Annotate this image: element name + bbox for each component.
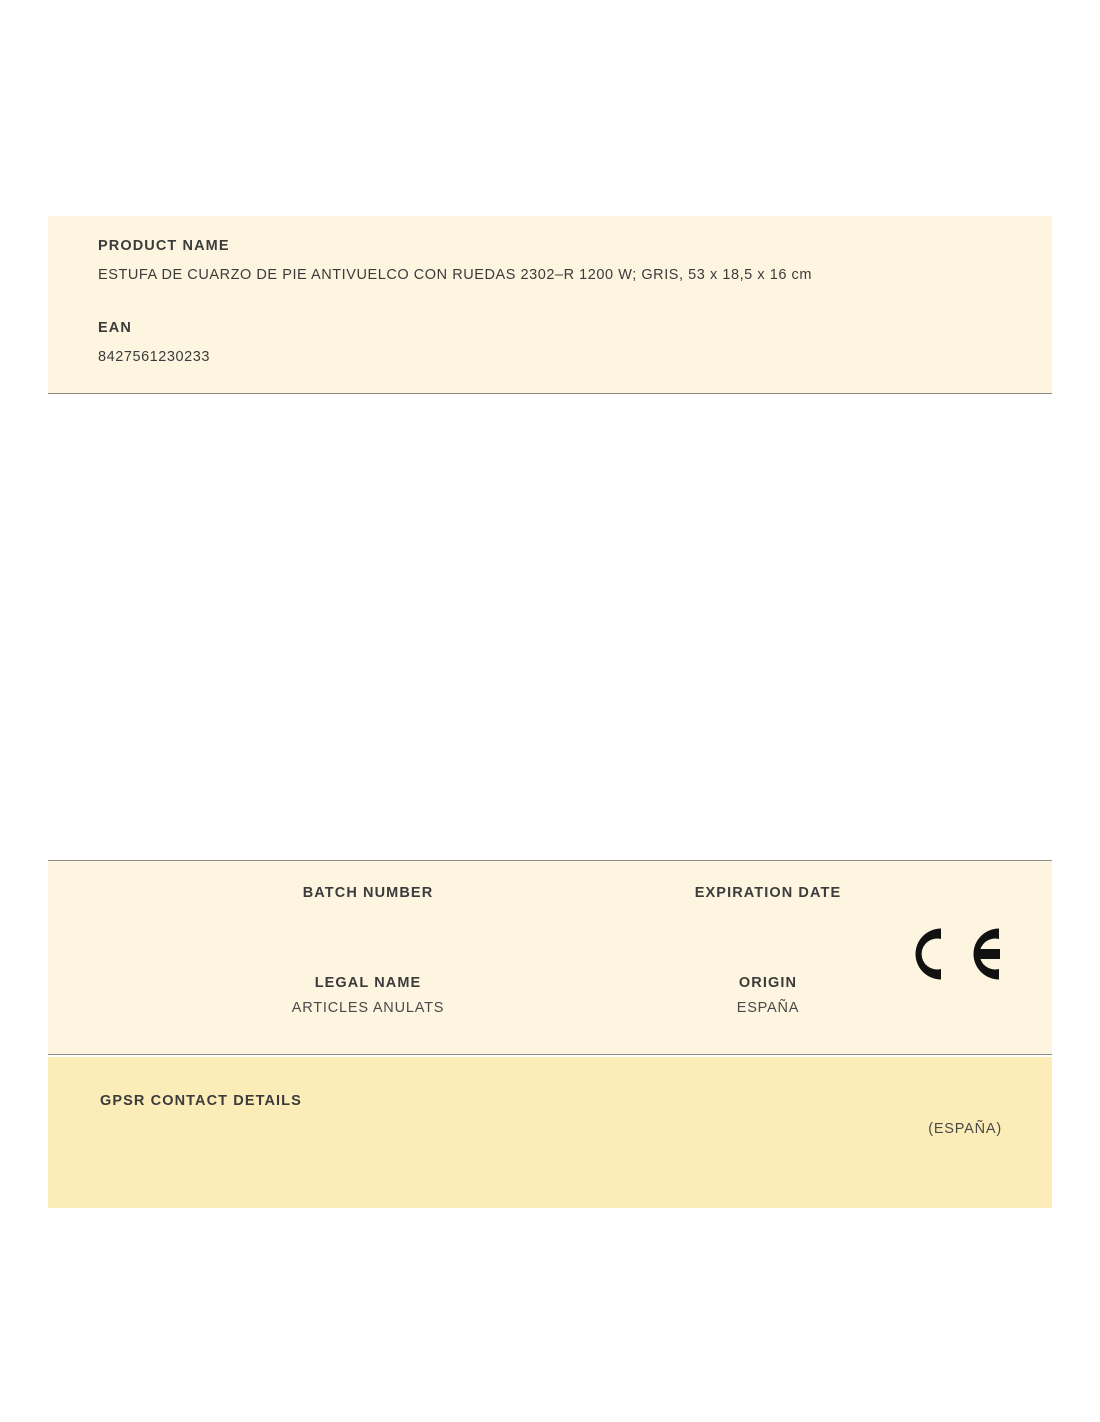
expiration-date-cell xyxy=(628,885,908,910)
batch-number-cell xyxy=(228,885,508,910)
gpsr-title: GPSR CONTACT DETAILS xyxy=(100,1093,302,1109)
product-name-value: ESTUFA DE CUARZO DE PIE ANTIVUELCO CON RUEDAS 2302–R 1200 W; GRIS, 53 x 18,5 x 16 cm xyxy=(98,267,812,283)
ce-mark-icon xyxy=(900,919,1010,989)
origin-value: ESPAÑA xyxy=(736,1000,800,1016)
gpsr-contact-block xyxy=(48,1057,1052,1208)
product-name-label: PRODUCT NAME xyxy=(98,238,230,254)
ean-value: 8427561230233 xyxy=(98,348,210,365)
gpsr-country: (ESPAÑA) xyxy=(928,1121,1002,1137)
spacer xyxy=(98,286,1002,320)
origin-cell xyxy=(628,975,908,1016)
expiration-date-label: EXPIRATION DATE xyxy=(694,885,842,901)
product-info-block xyxy=(48,216,1052,394)
legal-name-cell xyxy=(228,975,508,1016)
batch-number-label: BATCH NUMBER xyxy=(302,885,434,901)
info-grid xyxy=(48,861,1052,1054)
ean-label: EAN xyxy=(98,319,132,336)
legal-name-value: ARTICLES ANULATS xyxy=(291,1000,445,1016)
origin-label: ORIGIN xyxy=(738,975,798,991)
compliance-info-block xyxy=(48,860,1052,1055)
legal-name-label: LEGAL NAME xyxy=(314,975,422,991)
